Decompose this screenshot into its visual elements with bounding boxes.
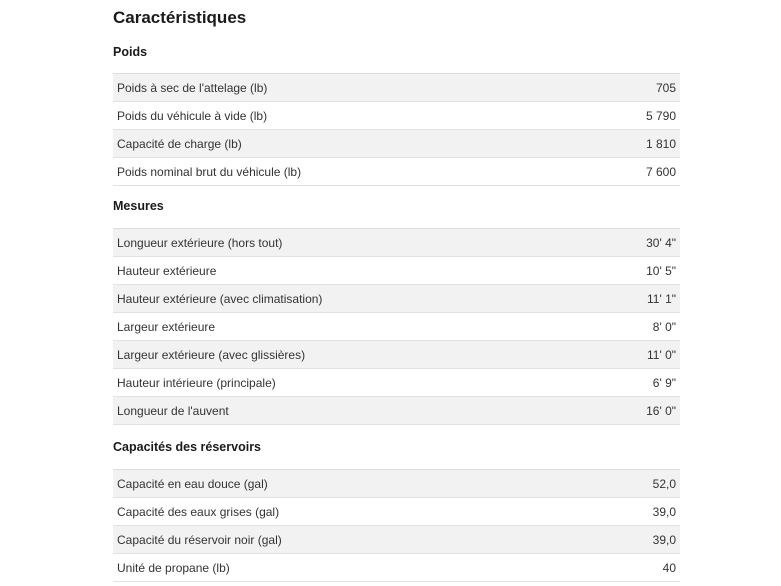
row-label: Unité de propane (lb) (117, 560, 230, 575)
row-value: 39,0 (652, 532, 676, 547)
table-row (113, 369, 680, 397)
measurements-table (113, 228, 680, 425)
row-label: Longueur de l'auvent (117, 403, 229, 418)
table-row (113, 470, 680, 498)
row-value: 11' 1" (646, 291, 676, 306)
table-row (113, 229, 680, 257)
section-measurements (113, 198, 680, 425)
row-label: Poids du véhicule à vide (lb) (117, 108, 268, 123)
table-row (113, 313, 680, 341)
page-title: Caractéristiques (113, 8, 247, 27)
row-value: 11' 0" (646, 347, 676, 362)
row-value: 52,0 (652, 476, 676, 491)
row-value: 1 810 (645, 136, 676, 151)
row-label: Hauteur extérieure (avec climatisation) (117, 291, 323, 306)
table-row (113, 554, 680, 582)
specifications-page (113, 0, 680, 582)
table-row (113, 526, 680, 554)
row-label: Poids à sec de l'attelage (lb) (117, 80, 268, 95)
row-value: 40 (662, 560, 676, 575)
table-row (113, 498, 680, 526)
table-row (113, 341, 680, 369)
weight-table (113, 73, 680, 186)
row-label: Hauteur intérieure (principale) (117, 375, 276, 390)
table-row (113, 285, 680, 313)
row-label: Capacité des eaux grises (gal) (117, 504, 280, 519)
row-value: 30' 4" (646, 235, 676, 250)
row-label: Capacité en eau douce (gal) (117, 476, 268, 491)
row-value: 5 790 (645, 108, 676, 123)
section-tank-capacities (113, 439, 680, 582)
row-value: 16' 0" (646, 403, 676, 418)
row-label: Capacité de charge (lb) (117, 136, 242, 151)
row-value: 6' 9" (652, 375, 676, 390)
row-label: Largeur extérieure (avec glissières) (117, 347, 306, 362)
table-row (113, 74, 680, 102)
row-label: Capacité du réservoir noir (gal) (117, 532, 282, 547)
table-row (113, 158, 680, 186)
row-label: Largeur extérieure (117, 319, 216, 334)
row-value: 8' 0" (652, 319, 676, 334)
tank-capacities-table (113, 469, 680, 582)
table-row (113, 130, 680, 158)
row-label: Longueur extérieure (hors tout) (117, 235, 283, 250)
table-row (113, 257, 680, 285)
row-label: Hauteur extérieure (117, 263, 217, 278)
section-weight (113, 44, 680, 186)
row-label: Poids nominal brut du véhicule (lb) (117, 164, 302, 179)
section-title-tank-capacities: Capacités des réservoirs (113, 440, 262, 454)
row-value: 10' 5" (646, 263, 676, 278)
row-value: 39,0 (652, 504, 676, 519)
section-title-measurements: Mesures (113, 199, 164, 213)
row-value: 7 600 (645, 164, 676, 179)
table-row (113, 397, 680, 425)
section-title-weight: Poids (113, 45, 148, 59)
row-value: 705 (655, 80, 676, 95)
table-row (113, 102, 680, 130)
